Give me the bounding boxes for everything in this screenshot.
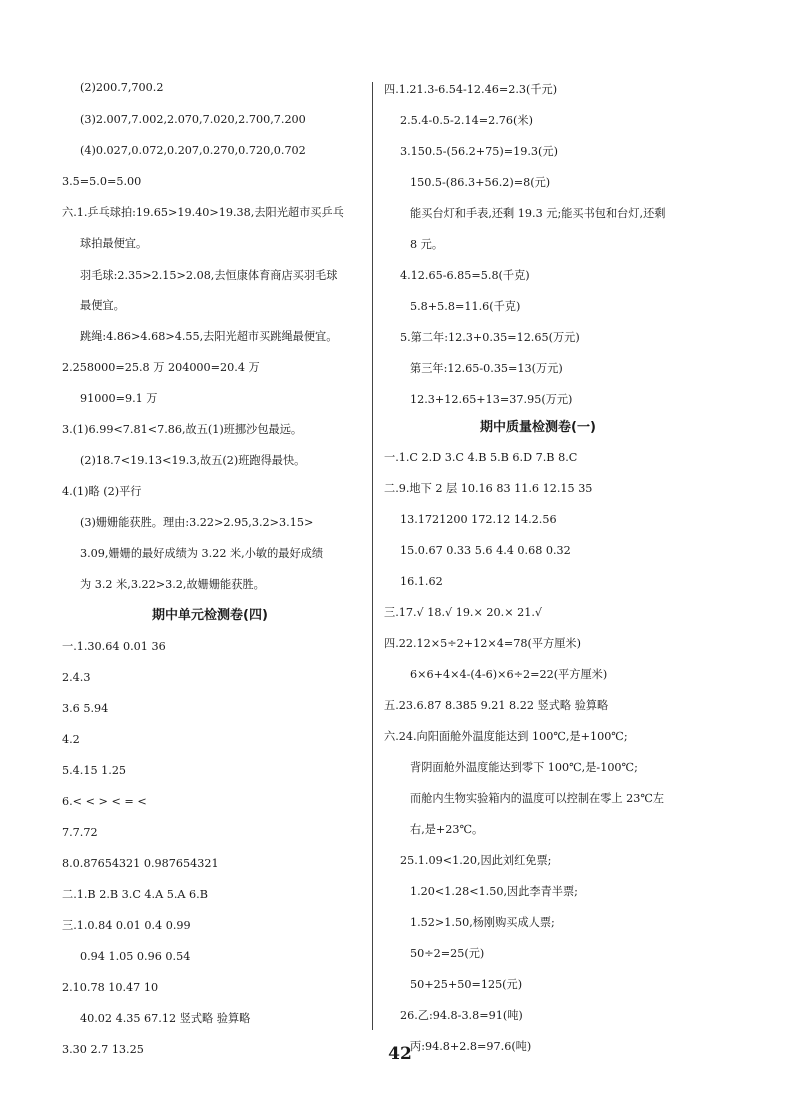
answer-line: 8.0.87654321 0.987654321: [62, 857, 219, 870]
answer-line: (3)姗姗能获胜。理由:3.22>2.95,3.2>3.15>: [80, 516, 314, 529]
answer-line: 2.10.78 10.47 10: [62, 981, 159, 994]
answer-line: 二.1.B 2.B 3.C 4.A 5.A 6.B: [62, 888, 208, 901]
answer-line: 1.20<1.28<1.50,因此李青半票;: [410, 885, 578, 898]
answer-line: 3.6 5.94: [62, 702, 109, 715]
answer-line: 26.乙:94.8-3.8=91(吨): [400, 1009, 523, 1022]
answer-line: (2)200.7,700.2: [80, 81, 164, 94]
page-number: 42: [388, 1044, 412, 1064]
answer-line: 4.(1)略 (2)平行: [62, 485, 142, 498]
answer-line: 50+25+50=125(元): [410, 978, 523, 991]
answer-line: 2.5.4-0.5-2.14=2.76(米): [400, 114, 533, 127]
answer-line: 5.第二年:12.3+0.35=12.65(万元): [400, 331, 580, 344]
answer-line: 3.5=5.0=5.00: [62, 175, 142, 188]
answer-line: 最便宜。: [80, 299, 125, 312]
answer-line: 一.1.C 2.D 3.C 4.B 5.B 6.D 7.B 8.C: [384, 451, 578, 464]
answer-line: 2.4.3: [62, 671, 91, 684]
section-heading: 期中质量检测卷(一): [480, 420, 596, 435]
answer-line: 六.1.乒乓球拍:19.65>19.40>19.38,去阳光超市买乒乓: [62, 206, 344, 219]
answer-line: 50÷2=25(元): [410, 947, 485, 960]
answer-line: 第三年:12.65-0.35=13(万元): [410, 362, 563, 375]
section-heading: 期中单元检测卷(四): [152, 608, 268, 623]
answer-line: 25.1.09<1.20,因此刘红免票;: [400, 854, 552, 867]
answer-line: 六.24.向阳面舱外温度能达到 100℃,是+100℃;: [384, 730, 628, 743]
answer-line: 2.258000=25.8 万 204000=20.4 万: [62, 361, 260, 374]
answer-line: 4.12.65-6.85=5.8(千克): [400, 269, 530, 282]
answer-line: 15.0.67 0.33 5.6 4.4 0.68 0.32: [400, 544, 571, 557]
answer-line: 一.1.30.64 0.01 36: [62, 640, 166, 653]
answer-line: 背阴面舱外温度能达到零下 100℃,是-100℃;: [410, 761, 638, 774]
answer-line: 1.52>1.50,杨刚购买成人票;: [410, 916, 555, 929]
answer-line: 3.150.5-(56.2+75)=19.3(元): [400, 145, 558, 158]
answer-line: 球拍最便宜。: [80, 237, 148, 250]
answer-line: 能买台灯和手表,还剩 19.3 元;能买书包和台灯,还剩: [410, 207, 666, 220]
answer-line: 5.8+5.8=11.6(千克): [410, 300, 521, 313]
answer-line: 羽毛球:2.35>2.15>2.08,去恒康体育商店买羽毛球: [80, 269, 338, 282]
answer-line: 3.30 2.7 13.25: [62, 1043, 144, 1056]
answer-line: 13.1721200 172.12 14.2.56: [400, 513, 557, 526]
answer-line: 7.7.72: [62, 826, 98, 839]
answer-line: 二.9.地下 2 层 10.16 83 11.6 12.15 35: [384, 482, 593, 495]
answer-line: 91000=9.1 万: [80, 392, 158, 405]
answer-line: (3)2.007,7.002,2.070,7.020,2.700,7.200: [80, 113, 306, 126]
answer-line: 四.1.21.3-6.54-12.46=2.3(千元): [384, 83, 558, 96]
answer-line: 12.3+12.65+13=37.95(万元): [410, 393, 573, 406]
answer-line: 5.4.15 1.25: [62, 764, 127, 777]
answer-line: 8 元。: [410, 238, 444, 251]
answer-line: 四.22.12×5÷2+12×4=78(平方厘米): [384, 637, 581, 650]
answer-line: 而舱内生物实验箱内的温度可以控制在零上 23℃左: [410, 792, 665, 805]
column-divider: [372, 82, 373, 1030]
answer-line: (4)0.027,0.072,0.207,0.270,0.720,0.702: [80, 144, 306, 157]
answer-line: 丙:94.8+2.8=97.6(吨): [410, 1040, 532, 1053]
answer-line: 跳绳:4.86>4.68>4.55,去阳光超市买跳绳最便宜。: [80, 330, 338, 343]
answer-line: (2)18.7<19.13<19.3,故五(2)班跑得最快。: [80, 454, 306, 467]
answer-line: 3.(1)6.99<7.81<7.86,故五(1)班挪沙包最远。: [62, 423, 303, 436]
answer-line: 3.09,姗姗的最好成绩为 3.22 米,小敏的最好成绩: [80, 547, 324, 560]
answer-line: 40.02 4.35 67.12 竖式略 验算略: [80, 1012, 251, 1025]
answer-line: 16.1.62: [400, 575, 443, 588]
answer-line: 0.94 1.05 0.96 0.54: [80, 950, 191, 963]
answer-line: 4.2: [62, 733, 80, 746]
answer-line: 6.< < > < = <: [62, 795, 147, 808]
answer-line: 150.5-(86.3+56.2)=8(元): [410, 176, 551, 189]
answer-line: 右,是+23℃。: [410, 823, 484, 836]
answer-line: 为 3.2 米,3.22>3.2,故姗姗能获胜。: [80, 578, 265, 591]
answer-line: 三.17.√ 18.√ 19.× 20.× 21.√: [384, 606, 543, 619]
answer-line: 6×6+4×4-(4-6)×6÷2=22(平方厘米): [410, 668, 608, 681]
answer-line: 三.1.0.84 0.01 0.4 0.99: [62, 919, 191, 932]
answer-line: 五.23.6.87 8.385 9.21 8.22 竖式略 验算略: [384, 699, 609, 712]
